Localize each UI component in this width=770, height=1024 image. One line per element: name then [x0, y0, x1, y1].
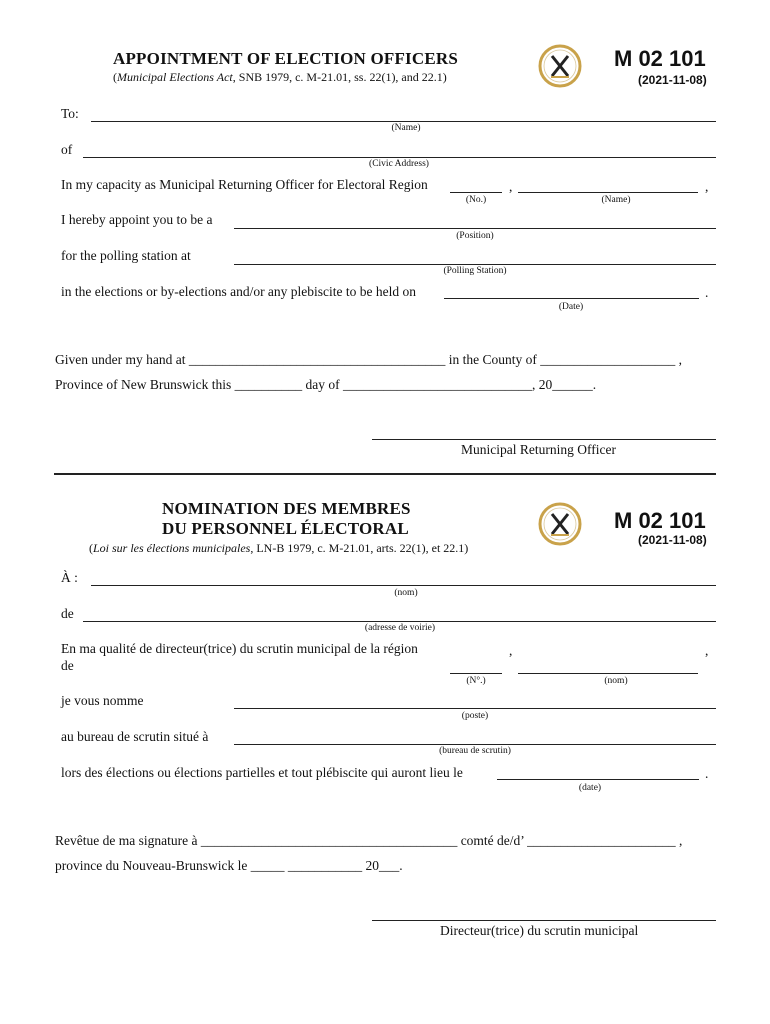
en-form-code: M 02 101: [614, 46, 706, 71]
fr-comma-1: ,: [509, 643, 513, 658]
en-province-text[interactable]: Province of New Brunswick this __________ day of ____________________________, 20______.: [55, 377, 597, 392]
fr-form-title-line1: NOMINATION DES MEMBRES: [162, 499, 411, 518]
en-no-caption: (No.): [465, 195, 487, 205]
fr-no-caption: (N°.): [466, 676, 486, 686]
en-form-subtitle: [113, 70, 447, 85]
fr-name-field[interactable]: [91, 585, 716, 586]
fr-polling-station-field[interactable]: [234, 744, 716, 745]
fr-capacity-line2: de: [61, 658, 74, 673]
en-address-field[interactable]: [83, 157, 716, 158]
fr-form-code: M 02 101: [614, 508, 706, 533]
fr-region-no-field[interactable]: [450, 673, 502, 674]
en-region-name-caption: (Name): [601, 195, 631, 205]
fr-given-text[interactable]: Revêtue de ma signature à ______________________________________ comté de/d’ ______________________ ,: [55, 833, 683, 848]
en-appoint-text: I hereby appoint you to be a: [61, 212, 213, 227]
fr-region-name-field[interactable]: [518, 673, 698, 674]
en-form-title: APPOINTMENT OF ELECTION OFFICERS: [113, 49, 459, 68]
fr-capacity-line1: En ma qualité de directeur(trice) du scrutin municipal de la région: [61, 641, 418, 656]
en-name-field[interactable]: [91, 121, 716, 122]
fr-signature-field[interactable]: [372, 920, 716, 921]
fr-polling-caption: (bureau de scrutin): [439, 746, 511, 756]
section-divider: [54, 473, 716, 475]
en-polling-text: for the polling station at: [61, 248, 191, 263]
en-name-caption: (Name): [391, 123, 421, 133]
en-signature-label: Municipal Returning Officer: [461, 442, 616, 457]
en-comma-1: ,: [509, 179, 513, 194]
en-date-field[interactable]: [444, 298, 699, 299]
fr-province-text[interactable]: province du Nouveau-Brunswick le _____ ___________ 20___.: [55, 858, 403, 873]
en-position-field[interactable]: [234, 228, 716, 229]
fr-period: .: [705, 766, 709, 781]
fr-name-caption: (nom): [394, 588, 418, 598]
fr-position-field[interactable]: [234, 708, 716, 709]
fr-to-label: À :: [61, 570, 78, 585]
en-subtitle-open: (: [113, 70, 117, 84]
fr-comma-2: ,: [705, 643, 709, 658]
fr-subtitle-rest: , LN-B 1979, c. M-21.01, arts. 22(1), et 22.1): [250, 541, 469, 555]
en-to-label: To:: [61, 106, 79, 121]
elections-nb-logo-icon-fr: [538, 502, 582, 546]
en-position-caption: (Position): [456, 231, 494, 241]
fr-appoint-text: je vous nomme: [61, 693, 144, 708]
fr-signature-label: Directeur(trice) du scrutin municipal: [440, 923, 639, 938]
en-subtitle-rest: , SNB 1979, c. M-21.01, ss. 22(1), and 22.1): [232, 70, 447, 84]
en-polling-caption: (Polling Station): [443, 266, 507, 276]
en-address-caption: (Civic Address): [369, 159, 429, 169]
en-given-text[interactable]: Given under my hand at ______________________________________ in the County of ____________________ ,: [55, 352, 682, 367]
fr-date-field[interactable]: [497, 779, 699, 780]
fr-form-title-line2: DU PERSONNEL ÉLECTORAL: [162, 519, 409, 538]
fr-held-text: lors des élections ou élections partielles et tout plébiscite qui auront lieu le: [61, 765, 463, 780]
en-date-caption: (Date): [558, 302, 584, 312]
en-form-date: (2021-11-08): [638, 73, 707, 87]
en-held-text: in the elections or by-elections and/or any plebiscite to be held on: [61, 284, 417, 299]
fr-address-caption: (adresse de voirie): [364, 623, 436, 633]
en-comma-2: ,: [705, 179, 709, 194]
fr-form-subtitle: [89, 541, 468, 556]
fr-form-date: (2021-11-08): [638, 533, 707, 547]
en-capacity-text: In my capacity as Municipal Returning Officer for Electoral Region: [61, 177, 428, 192]
en-subtitle-act: Municipal Elections Act: [117, 70, 233, 84]
en-signature-field[interactable]: [372, 439, 716, 440]
en-region-no-field[interactable]: [450, 192, 502, 193]
en-region-name-field[interactable]: [518, 192, 698, 193]
fr-of-label: de: [61, 606, 74, 621]
fr-date-caption: (date): [578, 783, 602, 793]
en-polling-station-field[interactable]: [234, 264, 716, 265]
fr-address-field[interactable]: [83, 621, 716, 622]
fr-subtitle-open: (: [89, 541, 93, 555]
fr-position-caption: (poste): [461, 711, 489, 721]
fr-polling-text: au bureau de scrutin situé à: [61, 729, 209, 744]
elections-nb-logo-icon: [538, 44, 582, 88]
fr-region-name-caption: (nom): [604, 676, 628, 686]
en-period: .: [705, 285, 709, 300]
en-of-label: of: [61, 142, 73, 157]
fr-subtitle-act: Loi sur les élections municipales: [93, 541, 251, 555]
